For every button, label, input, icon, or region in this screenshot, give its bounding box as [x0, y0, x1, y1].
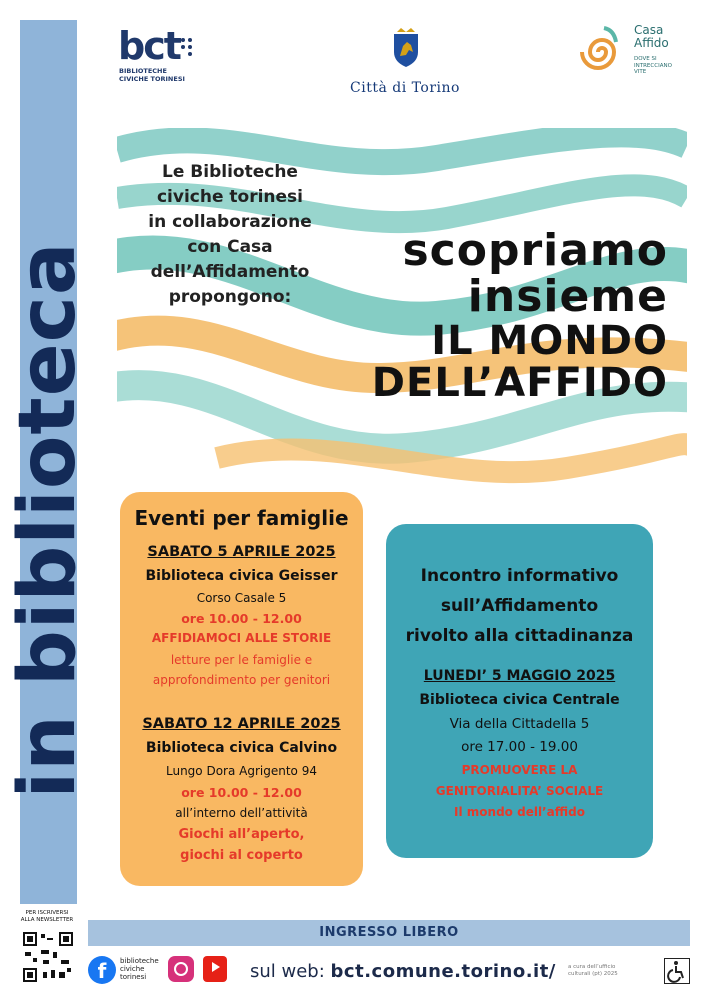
website-line: [250, 961, 556, 982]
casa-title-line: Affido: [634, 36, 669, 50]
newsletter-qr-code[interactable]: [21, 930, 75, 984]
web-prefix: sul web:: [250, 961, 325, 982]
info-date: LUNEDI’ 5 MAGGIO 2025: [423, 668, 616, 684]
credit-note: [568, 964, 618, 978]
intro-line: dell’Affidamento: [150, 262, 310, 282]
city-name: Città di Torino: [350, 80, 460, 96]
facebook-icon[interactable]: f: [88, 956, 116, 984]
event2-time: ore 10.00 - 12.00: [181, 785, 302, 800]
casa-tagline-line: INTRECCIANO: [634, 62, 672, 69]
bct-logo: [118, 24, 198, 86]
citta-di-torino-logo: [340, 22, 470, 102]
casa-affido-logo: [574, 22, 694, 82]
event2-context: all’interno dell’attività: [175, 806, 308, 820]
info-venue: Biblioteca civica Centrale: [419, 692, 620, 708]
intro-line: civiche torinesi: [156, 187, 304, 207]
event1-desc: letture per le famiglie e: [170, 653, 313, 667]
wheelchair-accessible-icon: [664, 958, 690, 984]
social-account-label: [120, 957, 159, 981]
braille-dots-icon: [180, 36, 194, 56]
info-meeting-card: [386, 524, 653, 858]
newsletter-label: [16, 910, 78, 924]
credit-line: a cura dell’ufficio: [568, 964, 616, 970]
headline-line: DELL’AFFIDO: [371, 360, 668, 406]
bct-logo-subtitle: [119, 68, 185, 83]
headline: [290, 225, 668, 406]
family-events-title: Eventi per famiglie: [134, 506, 349, 530]
bct-subtitle-line: CIVICHE TORINESI: [119, 74, 185, 83]
info-title-line: sull’Affidamento: [440, 596, 599, 616]
social-label-line: torinesi: [120, 973, 147, 981]
headline-line: IL MONDO: [431, 318, 668, 364]
newsletter-line: ALLA NEWSLETTER: [20, 917, 74, 923]
intro-line: con Casa: [187, 237, 273, 257]
event2-date: SABATO 12 APRILE 2025: [142, 716, 341, 732]
event1-time: ore 10.00 - 12.00: [181, 611, 302, 626]
intro-line: in collaborazione: [148, 212, 312, 232]
info-topic: Il mondo dell’affido: [454, 805, 585, 819]
spiral-icon: [574, 22, 630, 78]
info-time: ore 17.00 - 19.00: [461, 739, 578, 755]
social-label-line: civiche: [120, 965, 145, 973]
event1-date: SABATO 5 APRILE 2025: [147, 544, 336, 560]
family-events-card: [120, 492, 363, 886]
casa-title-line: Casa: [634, 23, 664, 37]
casa-tagline-line: DOVE SI: [634, 56, 657, 62]
casa-affido-tagline: [634, 56, 672, 76]
casa-tagline-line: VITE: [634, 69, 647, 75]
youtube-icon[interactable]: [203, 956, 227, 982]
headline-line: insieme: [467, 271, 668, 322]
event2-activity: giochi al coperto: [180, 848, 303, 863]
social-label-line: biblioteche: [120, 957, 159, 965]
event2-activity: Giochi all’aperto,: [178, 827, 305, 842]
info-address: Via della Cittadella 5: [449, 716, 590, 732]
website-link[interactable]: bct.comune.torino.it/: [330, 961, 556, 982]
bct-logo-word: bct: [118, 24, 180, 68]
bct-subtitle-line: BIBLIOTECHE: [119, 67, 167, 75]
free-entry-bar: INGRESSO LIBERO: [88, 920, 690, 946]
event2-venue: Biblioteca civica Calvino: [145, 740, 338, 756]
info-topic: GENITORIALITA’ SOCIALE: [435, 784, 604, 798]
info-title-line: Incontro informativo: [420, 566, 619, 586]
city-crest-icon: [391, 28, 421, 68]
info-topic: PROMUOVERE LA: [461, 763, 578, 777]
info-title-line: rivolto alla cittadinanza: [405, 626, 634, 646]
instagram-icon[interactable]: [168, 956, 194, 982]
casa-affido-title: [634, 24, 669, 50]
event1-venue: Biblioteca civica Geisser: [145, 568, 338, 584]
credit-line: culturali (pt) 2025: [568, 971, 618, 977]
event1-desc: approfondimento per genitori: [152, 673, 331, 687]
intro-line: propongono:: [168, 287, 292, 307]
event1-activity: AFFIDIAMOCI ALLE STORIE: [151, 631, 332, 645]
event1-address: Corso Casale 5: [196, 591, 287, 605]
side-banner-text: in biblioteca: [3, 241, 93, 799]
headline-line: scopriamo: [402, 225, 668, 276]
newsletter-line: PER ISCRIVERSI: [25, 910, 69, 916]
intro-line: Le Biblioteche: [162, 162, 298, 182]
event2-address: Lungo Dora Agrigento 94: [166, 764, 317, 778]
